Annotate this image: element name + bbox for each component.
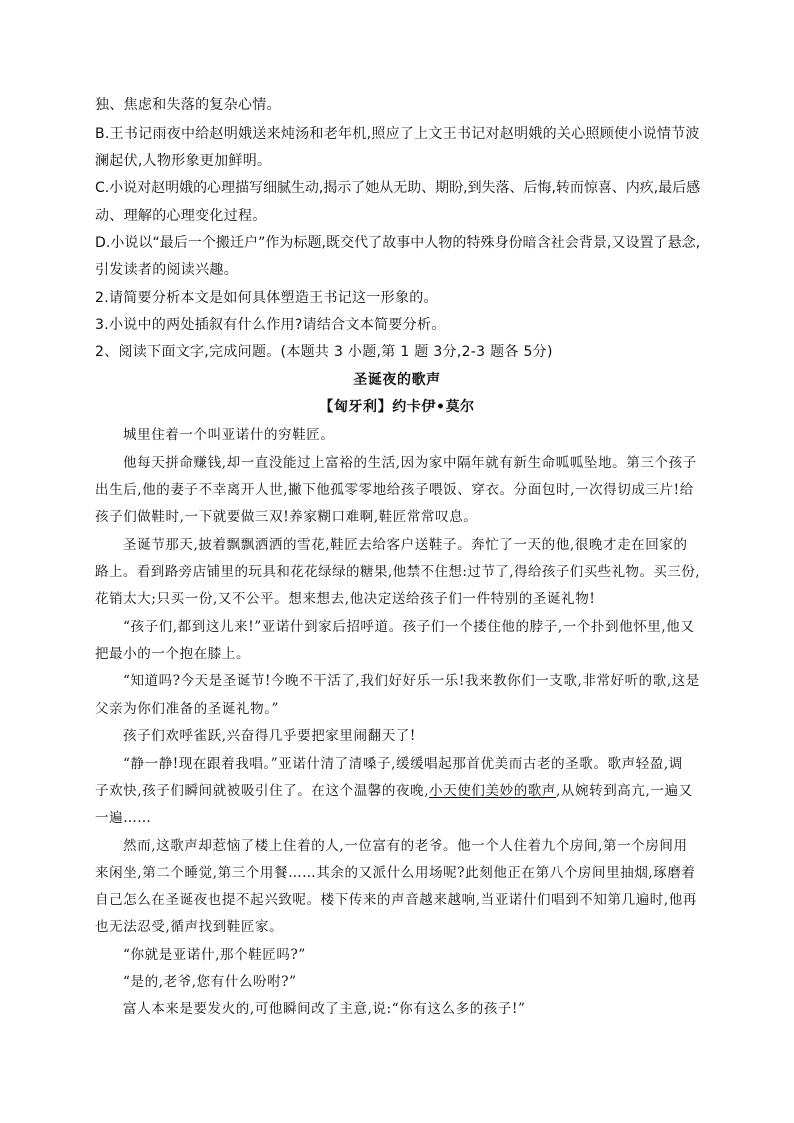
question-2: 2.请简要分析本文是如何具体塑造王书记这一形象的。	[95, 290, 438, 306]
story-author: 【匈牙利】约卡伊•莫尔	[319, 399, 475, 415]
story-paragraph-7-line-2	[95, 781, 693, 801]
story-paragraph-8-line-1: 然而,这歌声却惹恼了楼上住着的人,一位富有的老爷。他一个人住着九个房间,第一个房间用	[123, 838, 688, 854]
story-paragraph-4-line-1: “孩子们,都到这儿来!”亚诺什到家后招呼道。孩子们一个搂住他的脖子,一个扑到他怀里,他又	[123, 619, 695, 635]
option-d-line-2: 引发读者的阅读兴趣。	[95, 262, 238, 278]
story-paragraph-1: 城里住着一个叫亚诺什的穷鞋匠。	[123, 427, 335, 443]
story-paragraph-7-line-3: 一遍……	[95, 810, 152, 826]
option-c-line-2: 动、理解的心理变化过程。	[95, 208, 267, 224]
story-title: 圣诞夜的歌声	[353, 372, 441, 388]
story-paragraph-6: 孩子们欢呼雀跃,兴奋得几乎要把家里闹翻天了!	[123, 728, 416, 744]
story-paragraph-5-line-1: “知道吗?今天是圣诞节!今晚不干活了,我们好好乐一乐!我来教你们一支歌,非常好听的歌,这是	[123, 673, 700, 689]
story-paragraph-8-line-2: 来闲坐,第二个睡觉,第三个用餐……其余的又派什么用场呢?此刻他正在第八个房间里抽烟,琢磨着	[95, 865, 696, 881]
story-paragraph-11: 富人本来是要发火的,可他瞬间改了主意,说:“你有这么多的孩子!”	[123, 1001, 526, 1017]
story-paragraph-4-line-2: 把最小的一个抱在膝上。	[95, 646, 251, 662]
story-paragraph-3-line-2: 路上。看到路旁店铺里的玩具和花花绿绿的糖果,他禁不住想:过节了,得给孩子们买些礼物。买三份,	[95, 564, 701, 580]
story-paragraph-3-line-3: 花销太大;只买一份,又不公平。想来想去,他决定送给孩子们一件特别的圣诞礼物!	[95, 591, 596, 607]
section-2-heading: 2、阅读下面文字,完成问题。(本题共 3 小题,第 1 题 3分,2-3 题各 5分)	[95, 344, 553, 360]
p7-text-before: 子欢快,孩子们瞬间就被吸引住了。在这个温馨的夜晚,	[95, 783, 430, 799]
underlined-phrase: 小天使们美妙的歌声	[429, 783, 556, 799]
story-paragraph-2-line-3: 孩子们做鞋时,一下就要做三双!养家糊口难啊,鞋匠常常叹息。	[95, 509, 478, 525]
story-paragraph-10: “是的,老爷,您有什么吩咐?”	[123, 974, 297, 990]
story-paragraph-7-line-1: “静一静!现在跟着我唱。”亚诺什清了清嗓子,缓缓唱起那首优美而古老的圣歌。歌声轻盈,调	[123, 756, 683, 772]
option-a-tail: 独、焦虑和失落的复杂心情。	[95, 97, 281, 113]
option-b-line-2: 澜起伏,人物形象更加鲜明。	[95, 153, 272, 169]
question-3: 3.小说中的两处插叙有什么作用?请结合文本简要分析。	[95, 317, 446, 333]
story-paragraph-9: “你就是亚诺什,那个鞋匠吗?”	[123, 947, 306, 963]
story-paragraph-3-line-1: 圣诞节那天,披着飘飘洒洒的雪花,鞋匠去给客户送鞋子。奔忙了一天的他,很晚才走在回家的	[123, 537, 688, 553]
story-paragraph-5-line-2: 父亲为你们准备的圣诞礼物。”	[95, 701, 280, 717]
option-c-line-1: C.小说对赵明娥的心理描写细腻生动,揭示了她从无助、期盼,到失落、后悔,转而惊喜、内疚,最后感	[95, 180, 701, 196]
option-d-line-1: D.小说以“最后一个搬迁户”作为标题,既交代了故事中人物的特殊身份暗含社会背景,又设置了悬念,	[95, 235, 701, 251]
p7-text-after: ,从婉转到高亢,一遍又	[556, 783, 693, 799]
story-paragraph-8-line-4: 也无法忍受,循声找到鞋匠家。	[95, 919, 284, 935]
option-b-line-1: B.王书记雨夜中给赵明娥送来炖汤和老年机,照应了上文王书记对赵明娥的关心照顾使小说情节波	[95, 126, 700, 142]
story-paragraph-2-line-1: 他每天拼命赚钱,却一直没能过上富裕的生活,因为家中隔年就有新生命呱呱坠地。第三个孩子	[123, 455, 697, 471]
story-paragraph-8-line-3: 自己怎么在圣诞夜也提不起兴致呢。楼下传来的声音越来越响,当亚诺什们唱到不知第几遍时,他再	[95, 892, 697, 908]
story-paragraph-2-line-2: 出生后,他的妻子不幸离开人世,撇下他孤零零地给孩子喂饭、穿衣。分面包时,一次得切成三片!给	[95, 482, 694, 498]
